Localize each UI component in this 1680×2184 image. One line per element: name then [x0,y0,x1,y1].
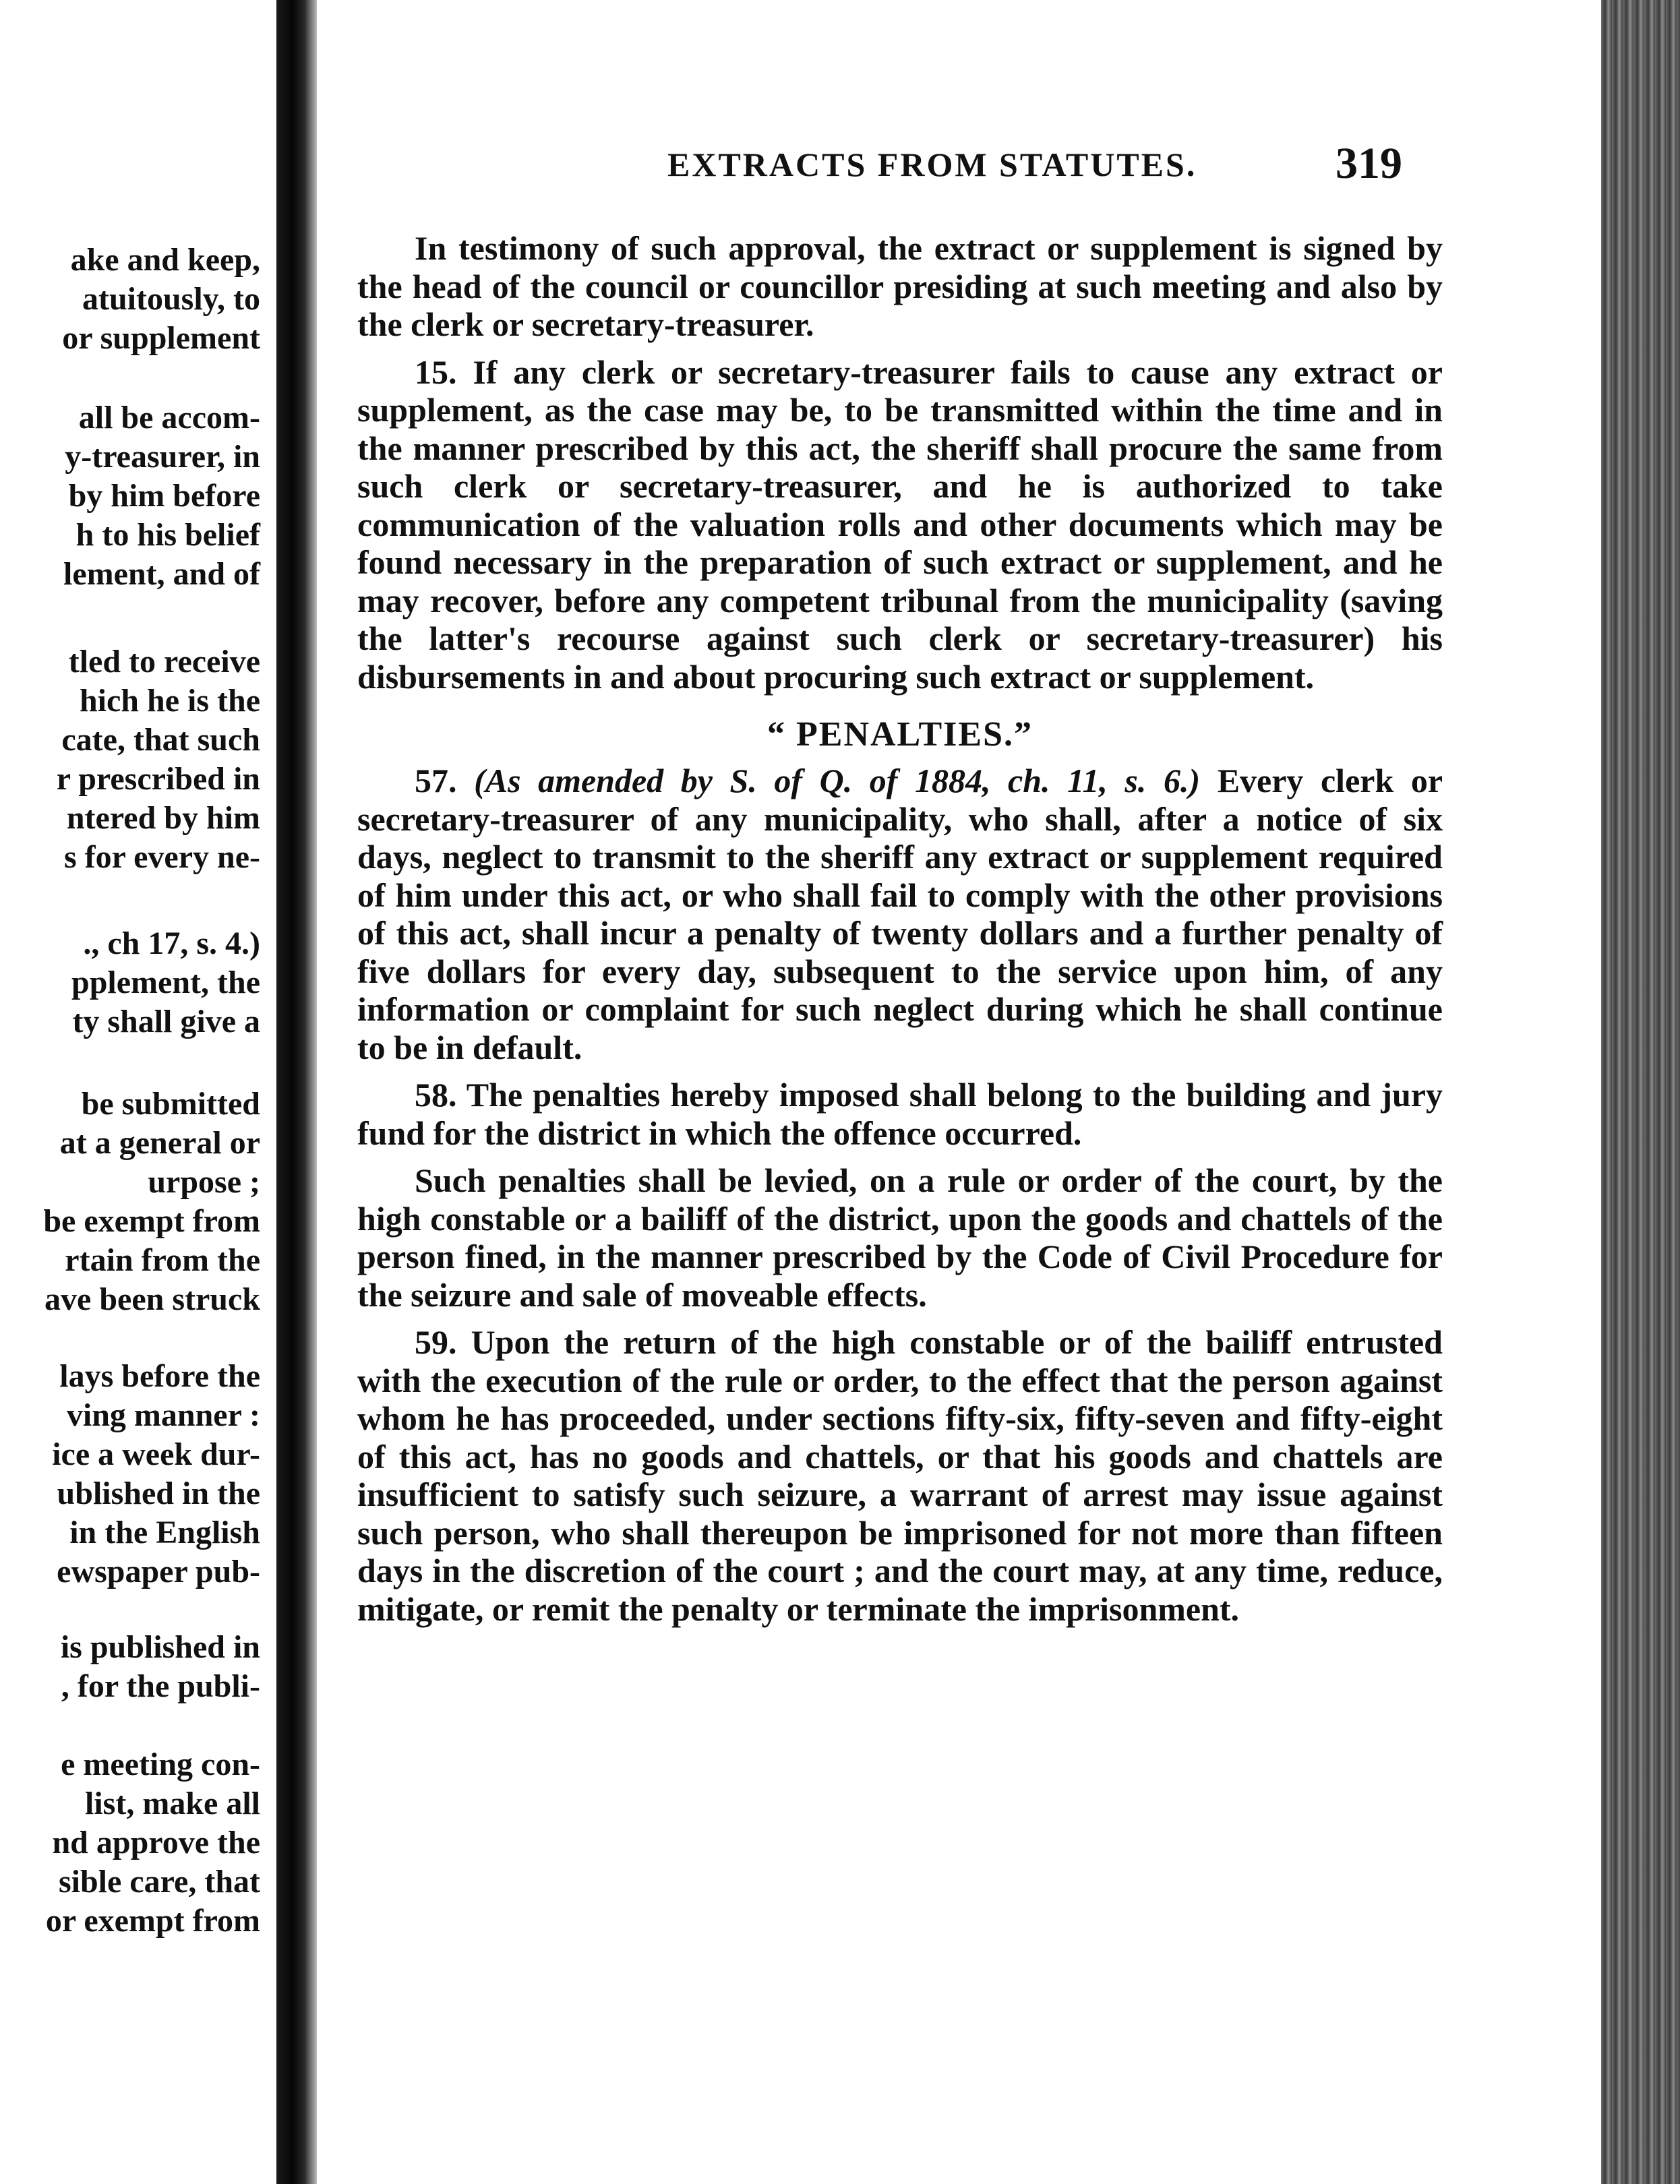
left-line: e meeting con- [61,1747,260,1782]
paragraph-approval: In testimony of such approval, the extract or supplement is signed by the head of the council or councillor presiding at such meeting and also by the clerk or secretary-treasurer. [357,229,1443,343]
left-line: by him before [68,478,260,514]
left-page-fragment [0,0,276,2184]
left-line: all be accom- [78,400,260,435]
left-line: nd approve the [52,1825,260,1860]
left-line: s for every ne- [64,839,260,875]
section-59 [357,1323,1443,1628]
section-58 [357,1076,1443,1152]
left-line: be submitted [81,1086,260,1122]
left-line: h to his belief [76,517,260,553]
left-line: rtain from the [65,1242,260,1278]
left-line: ewspaper pub- [57,1554,260,1589]
left-line: ty shall give a [72,1004,260,1039]
left-line: , for the publi- [61,1668,260,1704]
left-line: pplement, the [71,965,260,1000]
penalties-heading: “ PENALTIES.” [767,715,1033,754]
left-line: y-treasurer, in [65,439,260,475]
amendment-note: (As amended by S. of Q. of 1884, ch. 11, s. 6.) [474,762,1201,799]
left-line: urpose ; [148,1164,260,1200]
left-line: list, make all [85,1786,260,1821]
section-57 [357,762,1443,1066]
section-number: 15. [415,353,457,391]
section-number: 58. [415,1076,457,1114]
left-line: atuitously, to [82,281,260,317]
book-gutter [276,0,317,2184]
section-15 [357,353,1443,696]
left-line: be exempt from [43,1203,260,1239]
left-line: tled to receive [68,644,260,679]
left-line: cate, that such [61,722,260,758]
left-line: hich he is the [79,683,260,719]
left-line: ake and keep, [70,242,260,278]
left-line: ublished in the [57,1476,260,1511]
section-number: 57. [415,762,457,799]
section-text: Upon the return of the high constable or of the bailiff entrusted with the execution of the rule or order, to the effect that the person against whom he has proceeded, under sections fifty-six, fifty-seven and fifty-eight of this act, has no goods and chattels, or that his goods and chattels are insufficient to satisfy such seizure, a warrant of arrest may issue against such person, who shall thereupon be imprisoned for not more than fifteen days in the discretion of the court ; and the court may, at any time, reduce, mitigate, or remit the penalty or terminate the imprisonment. [357,1323,1443,1628]
left-line: at a general or [59,1125,260,1161]
running-title: EXTRACTS FROM STATUTES. [667,146,1197,183]
left-line: r prescribed in [56,761,260,797]
page-body [357,229,1443,1628]
left-line: lays before the [59,1358,260,1394]
left-line: or exempt from [45,1903,260,1939]
left-line: or supplement [62,320,260,356]
left-line: ave been struck [44,1281,260,1317]
running-header [351,139,1402,192]
left-line: ving manner : [66,1397,260,1433]
section-number: 59. [415,1323,457,1361]
left-line: lement, and of [63,556,260,592]
paragraph-levy: Such penalties shall be levied, on a rule or order of the court, by the high constable or a bailiff of the district, upon the goods and chattels of the person fined, in the manner prescribed by the Code of Civil Procedure for the seizure and sale of moveable effects. [357,1161,1443,1314]
page-number: 319 [1336,139,1402,188]
section-text: If any clerk or secretary-treasurer fails to cause any extract or supplement, as the case may be, to be transmitted within the time and in the manner prescribed by this act, the sheriff shall procure the same from such clerk or secretary-treasurer, and he is authorized to take communication of the valuation rolls and other documents which may be found necessary in the preparation of such extract or supplement, and he may recover, before any competent tribunal from the municipality (saving the latter's recourse against such clerk or secretary-treasurer) his disbursements in and about procuring such extract or supplement. [357,353,1443,696]
section-text: The penalties hereby imposed shall belong to the building and jury fund for the district in which the offence occurred. [357,1076,1443,1152]
left-line: ice a week dur- [52,1436,260,1472]
book-page-edges [1601,0,1680,2184]
left-line: ., ch 17, s. 4.) [83,926,260,961]
left-line: is published in [60,1629,260,1665]
left-line: in the English [69,1515,260,1550]
left-line: sible care, that [58,1864,260,1900]
section-text: Every clerk or secretary-treasurer of any municipality, who shall, after a notice of six days, neglect to transmit to the sheriff any extract or supplement required of him under this act, or who shall fail to comply with the other provisions of this act, shall incur a penalty of twenty dollars and a further penalty of five dollars for every day, subsequent to the service upon him, of any information or complaint for such neglect during which he shall continue to be in default. [357,762,1443,1066]
left-line: ntered by him [66,800,260,836]
